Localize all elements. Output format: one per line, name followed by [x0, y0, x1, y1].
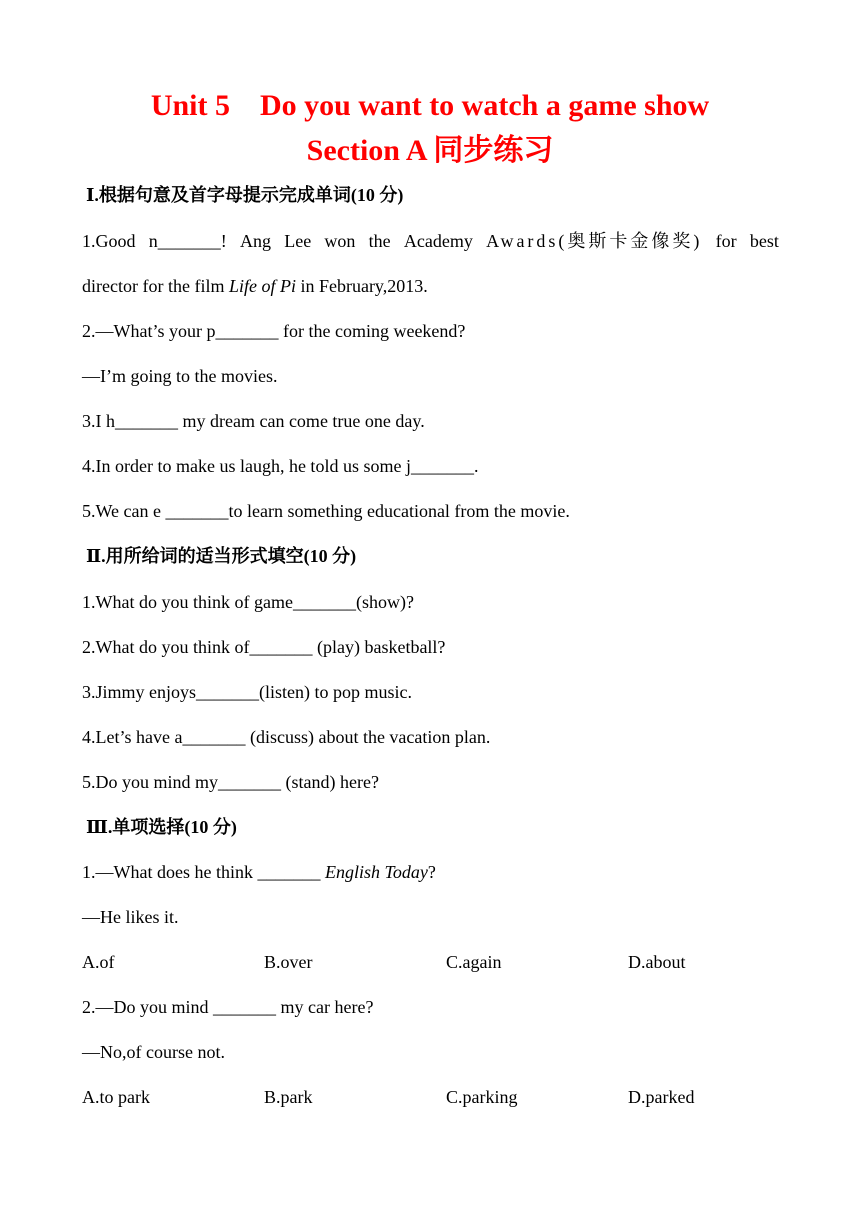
s3-q1-option-d[interactable]: D.about — [628, 952, 686, 972]
s3-q1-option-a[interactable]: A.of — [82, 952, 115, 972]
s3-q1-text: ? — [427, 862, 436, 882]
s1-q2-question: 2.—What’s your p_______ for the coming weekend? — [82, 321, 466, 341]
section-3-heading: Ⅲ.单项选择(10 分) — [86, 817, 237, 837]
s3-q2-reply: —No,of course not. — [82, 1042, 225, 1062]
s1-q1-film-title: Life of Pi — [228, 276, 296, 296]
s1-q1-word: Awards(奥斯卡金像奖) — [486, 231, 703, 251]
s1-q1-text: in February,2013. — [295, 276, 428, 296]
s3-q1-magazine-title: English Today — [324, 862, 428, 882]
s2-q5: 5.Do you mind my_______ (stand) here? — [82, 772, 379, 792]
s3-q1-text: 1.—What does he think _______ — [82, 862, 325, 882]
s1-q3: 3.I h_______ my dream can come true one day. — [82, 411, 425, 431]
s1-q1-word: n_______! — [148, 231, 227, 251]
s1-q1-word: best — [749, 231, 779, 251]
s1-q4: 4.In order to make us laugh, he told us some j_______. — [82, 456, 479, 476]
s3-q2-option-a[interactable]: A.to park — [82, 1087, 150, 1107]
section-1-heading: Ⅰ.根据句意及首字母提示完成单词(10 分) — [86, 185, 404, 205]
s3-q1-option-b[interactable]: B.over — [264, 952, 313, 972]
s1-q1-line-2 — [82, 274, 779, 298]
s3-q1-reply: —He likes it. — [82, 907, 179, 927]
s1-q1-word: Ang — [239, 231, 271, 251]
section-2-heading: Ⅱ.用所给词的适当形式填空(10 分) — [86, 546, 357, 566]
s1-q1-word: 1.Good — [82, 231, 136, 251]
s3-q1-stem — [82, 860, 779, 884]
s1-q1-line-1 — [82, 229, 779, 253]
s1-q1-text: director for the film — [82, 276, 229, 296]
s1-q1-word: the — [368, 231, 391, 251]
s3-q2-stem: 2.—Do you mind _______ my car here? — [82, 997, 374, 1017]
s2-q4: 4.Let’s have a_______ (discuss) about the vacation plan. — [82, 727, 491, 747]
s1-q1-word: Lee — [284, 231, 312, 251]
s3-q2-option-d[interactable]: D.parked — [628, 1087, 695, 1107]
s1-q1-word: won — [324, 231, 356, 251]
s3-q2-option-b[interactable]: B.park — [264, 1087, 313, 1107]
s2-q3: 3.Jimmy enjoys_______(listen) to pop music. — [82, 682, 412, 702]
s2-q1: 1.What do you think of game_______(show)? — [82, 592, 414, 612]
s1-q1-word: for — [715, 231, 737, 251]
s3-q1-option-c[interactable]: C.again — [446, 952, 502, 972]
s1-q1-word: Academy — [403, 231, 473, 251]
title-line-2: Section A 同步练习 — [306, 134, 554, 167]
s1-q5: 5.We can e _______to learn something educational from the movie. — [82, 501, 570, 521]
s2-q2: 2.What do you think of_______ (play) basketball? — [82, 637, 446, 657]
s3-q2-option-c[interactable]: C.parking — [446, 1087, 518, 1107]
title-line-1: Unit 5 Do you want to watch a game show — [150, 89, 710, 122]
s1-q2-answer: —I’m going to the movies. — [82, 366, 278, 386]
